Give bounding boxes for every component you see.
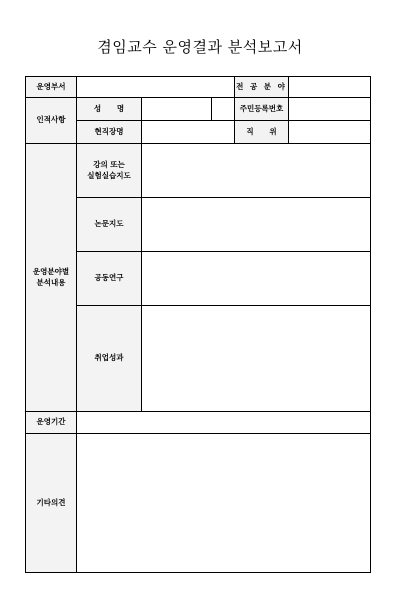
resident-id-label: 주민등록번호	[235, 98, 289, 121]
current-workplace-label: 현직장명	[77, 121, 142, 144]
row-period	[26, 412, 371, 434]
operation-period-value-cell[interactable]	[77, 412, 371, 434]
major-field-label: 전 공 분 야	[235, 77, 289, 98]
current-workplace-value-cell[interactable]	[142, 121, 235, 144]
row-employment	[26, 306, 371, 412]
personal-info-label: 인적사항	[26, 98, 77, 144]
other-opinion-value-cell[interactable]	[77, 434, 371, 573]
report-form-table	[25, 76, 371, 573]
thesis-content-cell[interactable]	[142, 198, 371, 252]
lecture-label-line2: 실험실습지도	[87, 170, 131, 180]
employment-content-cell[interactable]	[142, 306, 371, 412]
name-value-cell[interactable]	[142, 98, 212, 121]
thesis-guidance-label: 논문지도	[77, 198, 142, 252]
row-personal-2	[26, 121, 371, 144]
row-lecture	[26, 144, 371, 198]
row-other	[26, 434, 371, 573]
row-department	[26, 77, 371, 98]
document-title: 겸임교수 운영결과 분석보고서	[97, 38, 303, 56]
lecture-label-line1: 강의 또는	[93, 160, 125, 170]
analysis-label-line1: 운영분야별	[32, 267, 70, 277]
research-content-cell[interactable]	[142, 252, 371, 306]
lecture-content-cell[interactable]	[142, 144, 371, 198]
joint-research-label: 공동연구	[77, 252, 142, 306]
row-personal-1	[26, 98, 371, 121]
name-label: 성 명	[77, 98, 142, 121]
operation-period-label: 운영기간	[26, 412, 77, 434]
lecture-label	[77, 144, 142, 198]
employment-result-label: 취업성과	[77, 306, 142, 412]
department-value-cell[interactable]	[77, 77, 235, 98]
position-label: 직 위	[235, 121, 289, 144]
analysis-label-line2: 분석내용	[36, 277, 66, 287]
row-research	[26, 252, 371, 306]
major-field-value-cell[interactable]	[289, 77, 371, 98]
resident-id-value-cell[interactable]	[289, 98, 371, 121]
department-label: 운영부서	[26, 77, 77, 98]
row-thesis	[26, 198, 371, 252]
other-opinion-label: 기타의견	[26, 434, 77, 573]
name-extra-cell[interactable]	[212, 98, 235, 121]
analysis-content-label	[26, 144, 77, 412]
position-value-cell[interactable]	[289, 121, 371, 144]
